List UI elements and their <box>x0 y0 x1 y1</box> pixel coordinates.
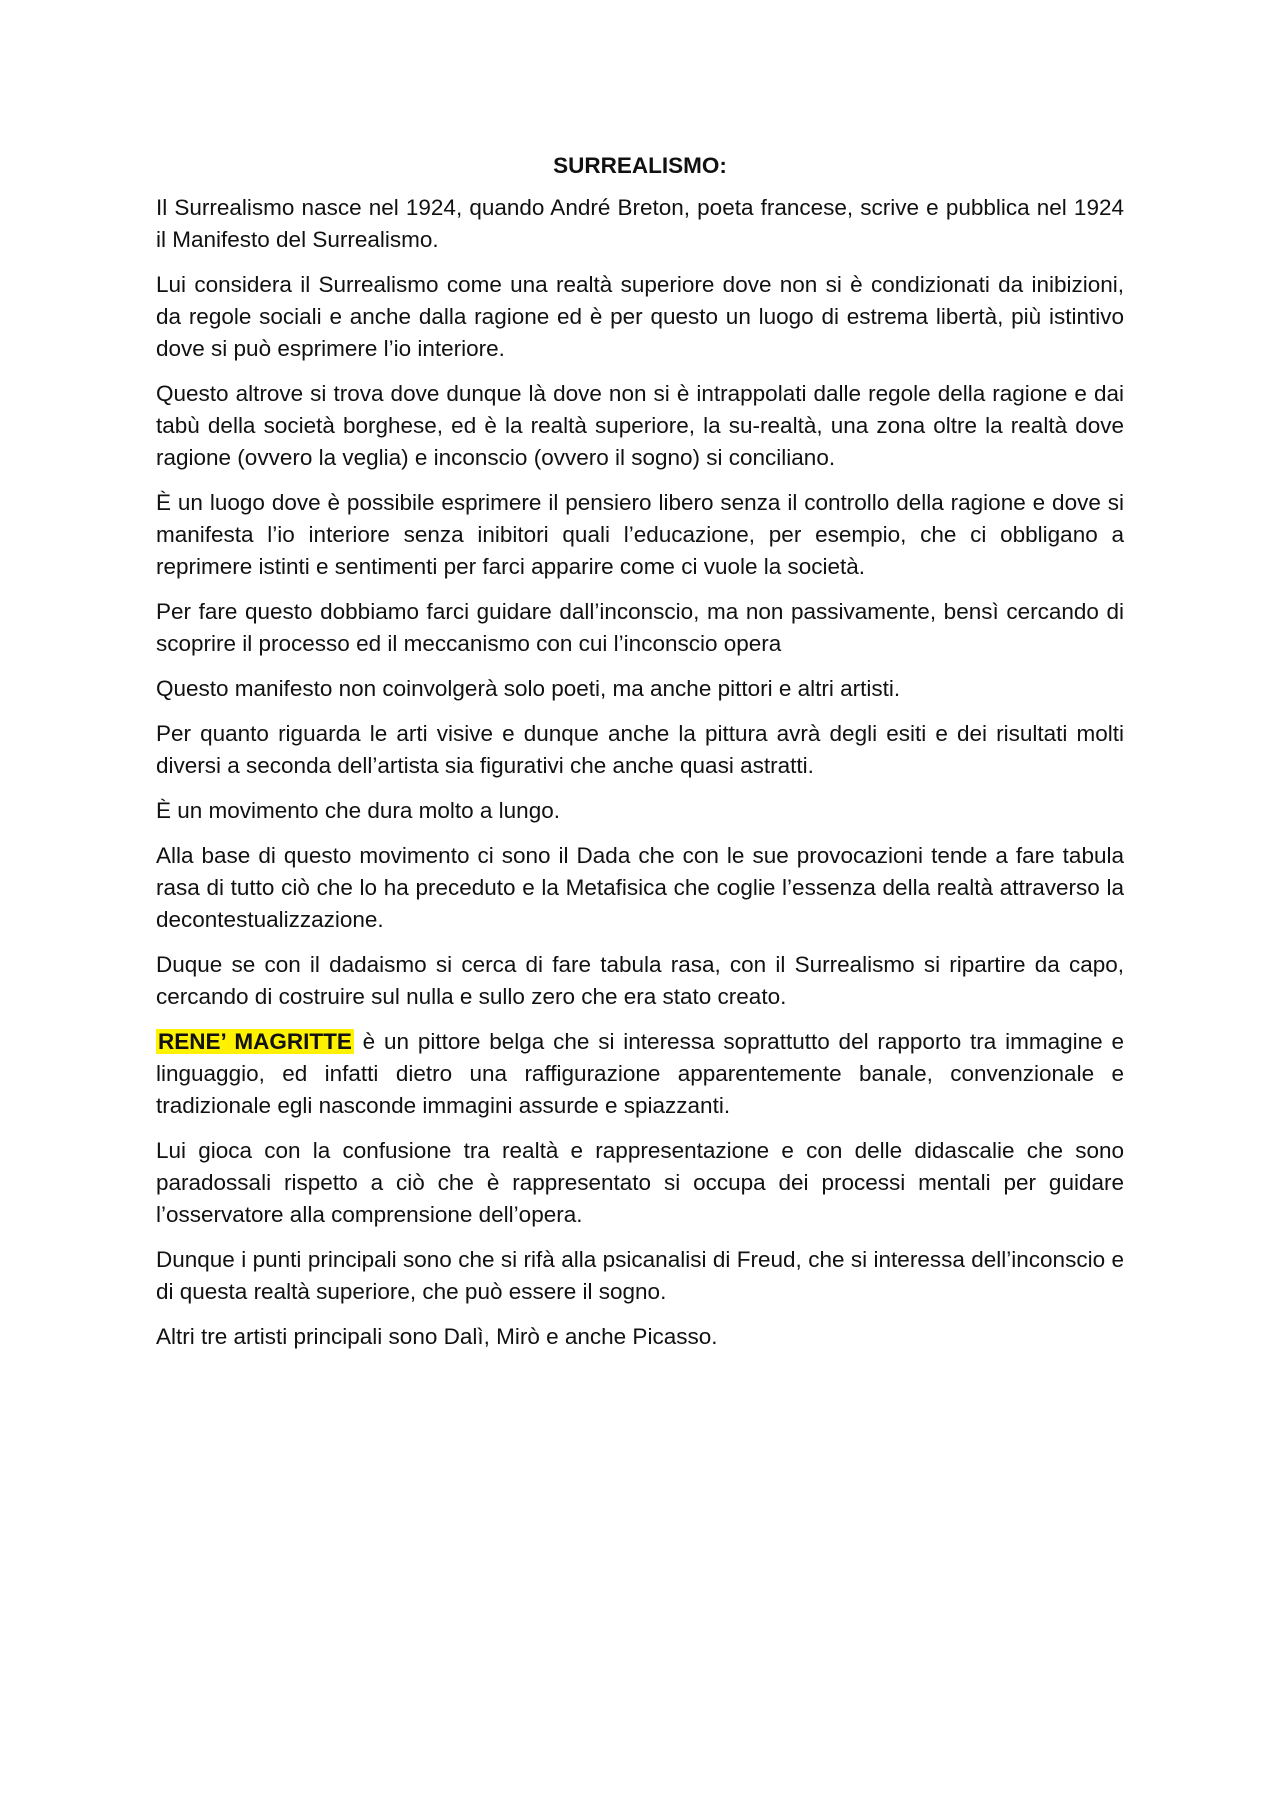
paragraph-manifesto: Questo manifesto non coinvolgerà solo poeti, ma anche pittori e altri artisti. <box>156 676 901 701</box>
paragraph-other-artists: Altri tre artisti principali sono Dalì, Mirò e anche Picasso. <box>156 1324 718 1349</box>
paragraph-freud: Dunque i punti principali sono che si rifà alla psicanalisi di Freud, che si interessa dell’inconscio e di questa realtà superiore, che può essere il sogno. <box>156 1247 1124 1304</box>
magritte-text: è un pittore belga che si interessa soprattutto del rapporto tra immagine e linguaggio, ed infatti dietro una raffigurazione apparentemente banale, convenzionale e tradizionale egli nasconde immagini assurde e spiazzanti. <box>156 1029 1124 1118</box>
paragraph-free-thought: È un luogo dove è possibile esprimere il pensiero libero senza il controllo della ragione e dove si manifesta l’io interiore senza inibitori quali l’educazione, per esempio, che ci obbligano a reprimere istinti e sentimenti per farci apparire come ci vuole la società. <box>156 490 1124 579</box>
paragraph-superior-reality: Lui considera il Surrealismo come una realtà superiore dove non si è condizionati da inibizioni, da regole sociali e anche dalla ragione ed è per questo un luogo di estrema libertà, più istintivo dove si può esprimere l’io interiore. <box>156 272 1124 361</box>
paragraph-tabula-rasa: Duque se con il dadaismo si cerca di fare tabula rasa, con il Surrealismo si ripartire da capo, cercando di costruire sul nulla e sullo zero che era stato creato. <box>156 952 1124 1009</box>
document-page <box>156 150 1124 1366</box>
page-title: SURREALISMO: <box>553 153 727 178</box>
paragraph-origin: Il Surrealismo nasce nel 1924, quando André Breton, poeta francese, scrive e pubblica nel 1924 il Manifesto del Surrealismo. <box>156 195 1124 252</box>
paragraph-elsewhere: Questo altrove si trova dove dunque là dove non si è intrappolati dalle regole della ragione e dai tabù della società borghese, ed è la realtà superiore, la su-realtà, una zona oltre la realtà dove ragione (ovvero la veglia) e inconscio (ovvero il sogno) si conciliano. <box>156 381 1124 470</box>
paragraph-magritte <box>156 1026 1124 1122</box>
paragraph-unconscious: Per fare questo dobbiamo farci guidare dall’inconscio, ma non passivamente, bensì cercando di scoprire il processo ed il meccanismo con cui l’inconscio opera <box>156 599 1124 656</box>
paragraph-confusion: Lui gioca con la confusione tra realtà e rappresentazione e con delle didascalie che sono paradossali rispetto a ciò che è rappresentato si occupa dei processi mentali per guidare l’osservatore alla comprensione dell’opera. <box>156 1138 1124 1227</box>
magritte-highlight: RENE’ MAGRITTE <box>158 1029 352 1054</box>
paragraph-visual-arts: Per quanto riguarda le arti visive e dunque anche la pittura avrà degli esiti e dei risultati molti diversi a seconda dell’artista sia figurativi che anche quasi astratti. <box>156 721 1124 778</box>
paragraph-duration: È un movimento che dura molto a lungo. <box>156 798 560 823</box>
paragraph-dada-metaphysics: Alla base di questo movimento ci sono il Dada che con le sue provocazioni tende a fare tabula rasa di tutto ciò che lo ha preceduto e la Metafisica che coglie l’essenza della realtà attraverso la decontestualizzazione. <box>156 843 1124 932</box>
